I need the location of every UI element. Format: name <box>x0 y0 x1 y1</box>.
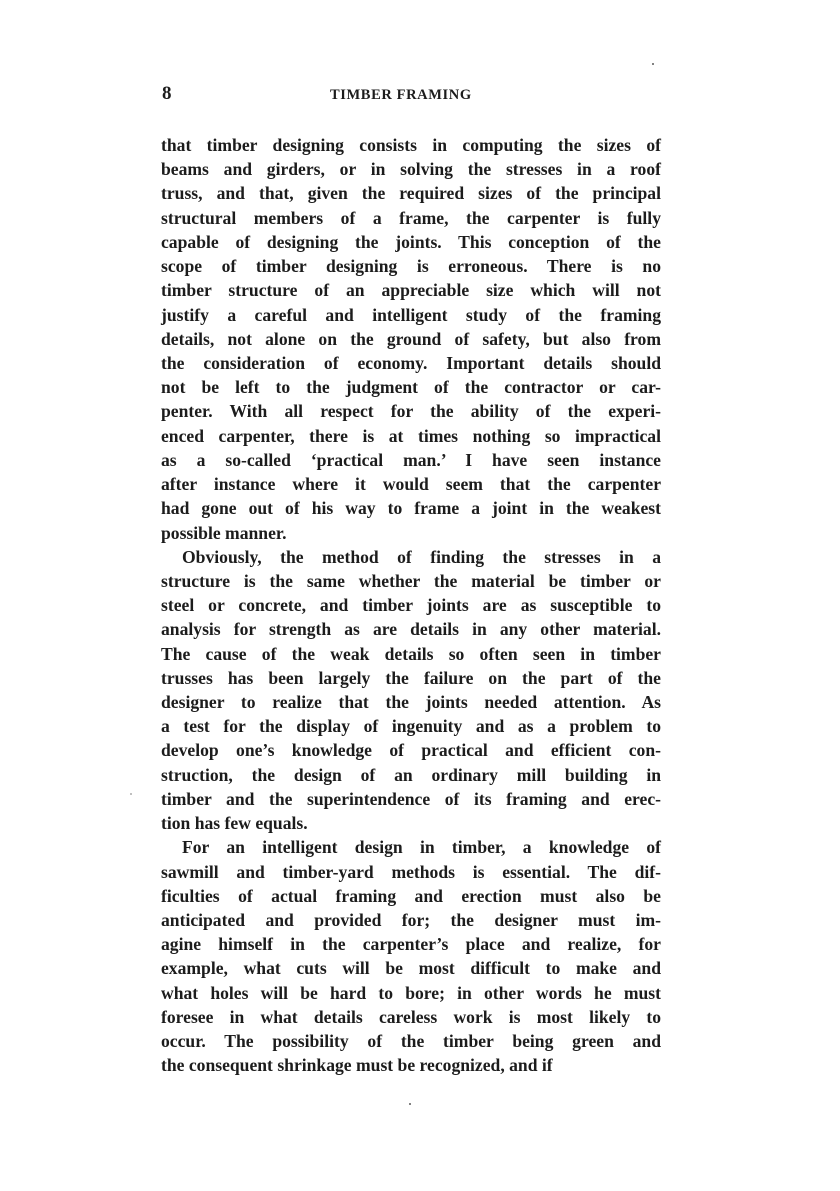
text-line: agine himself in the carpenter’s place and realize, for <box>161 934 661 955</box>
text-line: Obviously, the method of finding the stresses in a <box>182 546 661 567</box>
text-line: as a so-called ‘practical man.’ I have seen instance <box>161 449 661 470</box>
text-line: ficulties of actual framing and erection must also be <box>161 885 661 906</box>
text-line: had gone out of his way to frame a joint in the weakest <box>161 498 661 519</box>
text-line: scope of timber designing is erroneous. There is no <box>161 256 661 277</box>
text-line: penter. With all respect for the ability of the experi- <box>161 401 661 422</box>
text-line: possible manner. <box>161 522 287 543</box>
scan-speck <box>652 63 654 65</box>
text-line: after instance where it would seem that the carpenter <box>161 474 661 495</box>
text-line: tion has few equals. <box>161 813 308 834</box>
text-line: occur. The possibility of the timber being green and <box>161 1031 661 1052</box>
text-line: anticipated and provided for; the designer must im- <box>161 910 661 930</box>
text-line: what holes will be hard to bore; in other words he must <box>161 982 661 1003</box>
text-line: a test for the display of ingenuity and as a problem to <box>161 716 661 737</box>
text-line: The cause of the weak details so often seen in timber <box>161 643 661 664</box>
text-line: that timber designing consists in computing the sizes of <box>161 135 661 155</box>
text-line: beams and girders, or in solving the stresses in a roof <box>161 159 661 180</box>
body-text <box>161 133 661 1078</box>
text-line: example, what cuts will be most difficult to make and <box>161 958 661 979</box>
text-line: timber and the superintendence of its framing and erec- <box>161 788 661 809</box>
text-line: justify a careful and intelligent study of the framing <box>161 304 661 325</box>
text-line: the consequent shrinkage must be recognized, and if <box>161 1055 553 1076</box>
text-line: not be left to the judgment of the contractor or car- <box>161 377 661 398</box>
paragraph <box>161 545 661 836</box>
page-header <box>162 84 662 104</box>
text-line: sawmill and timber-yard methods is essential. The dif- <box>161 861 661 882</box>
paragraph <box>161 133 661 545</box>
scan-speck <box>409 1103 411 1105</box>
page-number: 8 <box>162 83 172 104</box>
text-line: structural members of a frame, the carpenter is fully <box>161 207 661 228</box>
text-line: designer to realize that the joints needed attention. As <box>161 692 661 713</box>
text-line: For an intelligent design in timber, a knowledge of <box>182 837 661 858</box>
text-line: structure is the same whether the material be timber or <box>161 570 661 591</box>
scan-speck <box>130 793 132 795</box>
text-line: analysis for strength as are details in any other material. <box>161 619 661 640</box>
text-line: foresee in what details careless work is most likely to <box>161 1006 661 1027</box>
text-line: capable of designing the joints. This conception of the <box>161 231 661 252</box>
text-line: details, not alone on the ground of safety, but also from <box>161 328 661 349</box>
running-title: TIMBER FRAMING <box>330 87 472 103</box>
text-line: truss, and that, given the required sizes of the principal <box>161 183 661 204</box>
text-line: trusses has been largely the failure on the part of the <box>161 667 661 688</box>
text-line: enced carpenter, there is at times nothing so impractical <box>161 425 661 446</box>
text-line: steel or concrete, and timber joints are as susceptible to <box>161 595 661 616</box>
paragraph <box>161 835 661 1077</box>
text-line: struction, the design of an ordinary mill building in <box>161 764 661 785</box>
text-line: develop one’s knowledge of practical and efficient con- <box>161 740 661 761</box>
text-line: timber structure of an appreciable size which will not <box>161 280 661 301</box>
text-line: the consideration of economy. Important details should <box>161 352 661 373</box>
